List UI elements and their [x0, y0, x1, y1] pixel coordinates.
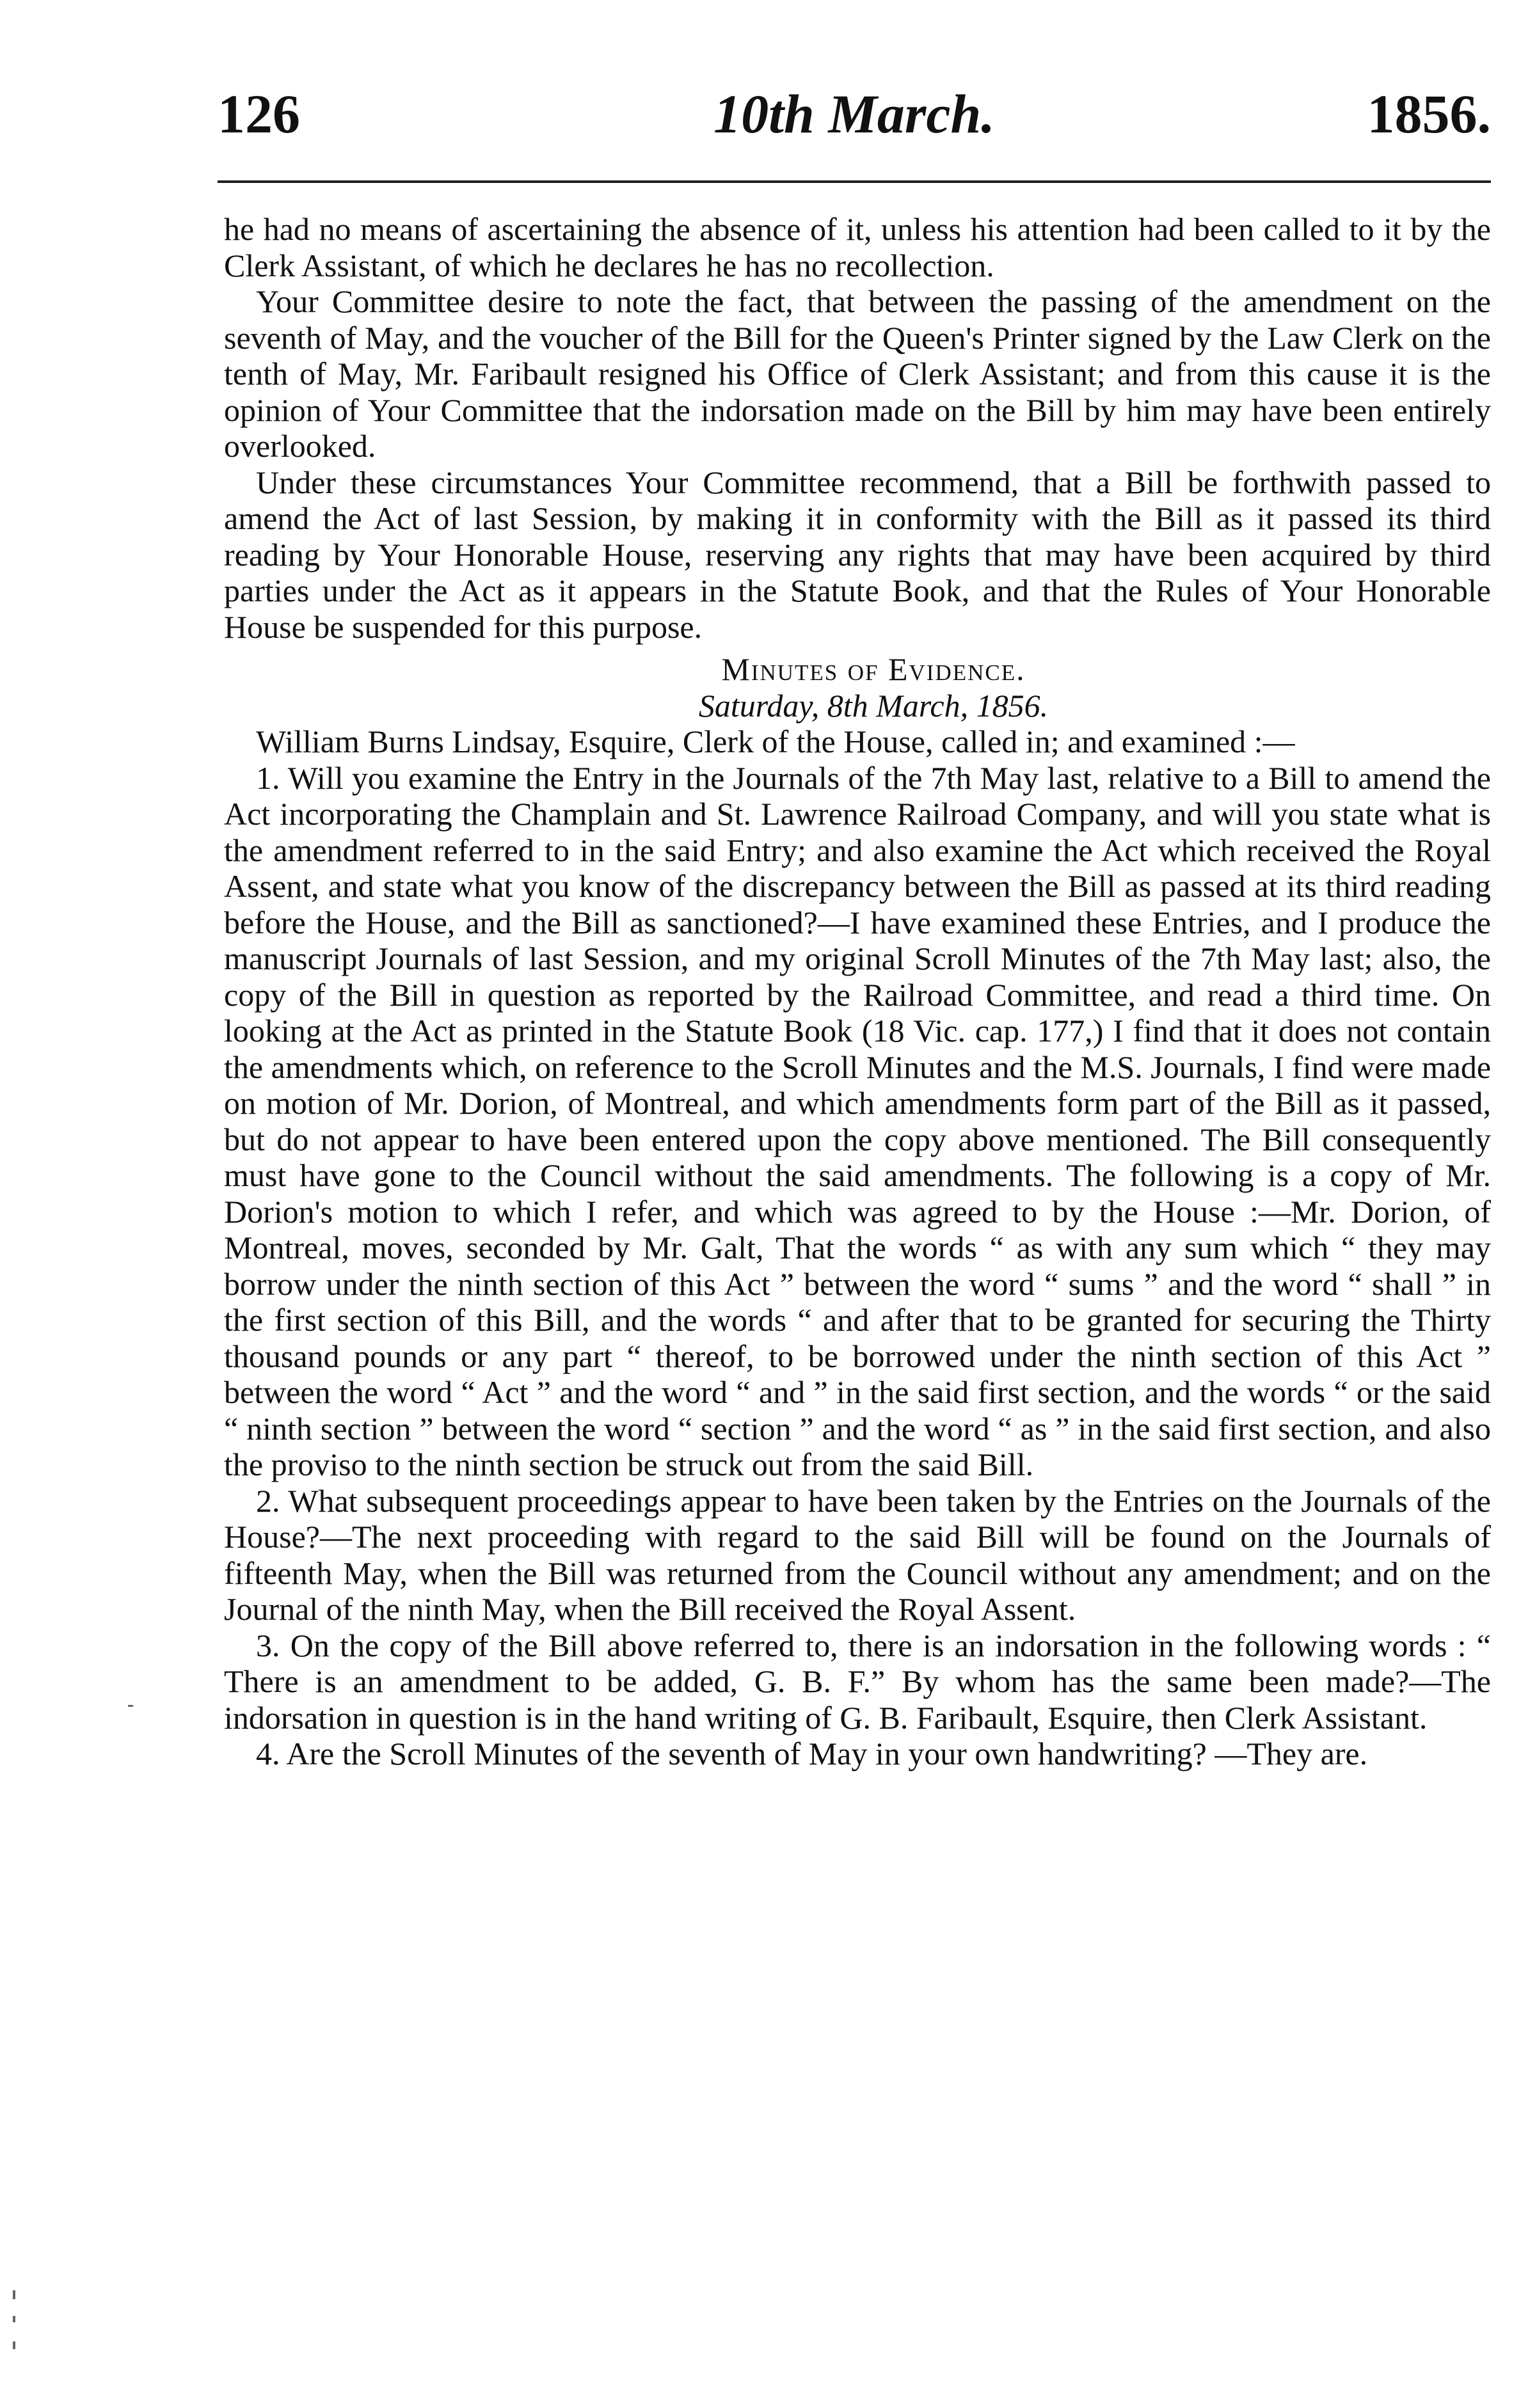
minutes-date: Saturday, 8th March, 1856.	[698, 687, 1049, 724]
header-year: 1856.	[1367, 83, 1491, 145]
page-number: 126	[218, 83, 300, 145]
margin-mark	[13, 2316, 15, 2322]
header-date: 10th March.	[713, 83, 995, 145]
paragraph: Under these circumstances Your Committee recommend, that a Bill be forthwith passed to amend the Act of last Session, by making it in conformity with the Bill as it passed its third reading by Your Honorable House, reserving any rights that may have been acquired by third parties under the Act as it appears in the Statute Book, and that the Rules of Your Honorable House be suspended for this purpose.	[224, 464, 1491, 645]
minutes-heading: Minutes of Evidence.	[721, 651, 1026, 687]
margin-mark	[128, 1705, 133, 1707]
witness-intro: William Burns Lindsay, Esquire, Clerk of the House, called in; and examined :—	[256, 724, 1295, 759]
paragraph: he had no means of ascertaining the absence of it, unless his attention had been called to it by the Clerk Assistant, of which he declares he has no recollection.	[224, 211, 1491, 283]
page-header	[218, 75, 1491, 152]
margin-mark	[13, 2290, 15, 2299]
question-1: 1. Will you examine the Entry in the Journals of the 7th May last, relative to a Bill to amend the Act incorporating the Champlain and St. Lawrence Railroad Company, and will you state what is the amendment referred to in the said Entry; and also examine the Act which received the Royal Assent, and state what you know of the discrepancy between the Bill as passed at its third reading before the House, and the Bill as sanctioned?—I have examined these Entries, and I produce the manuscript Journals of last Session, and my original Scroll Minutes of the 7th May last; also, the copy of the Bill in question as reported by the Railroad Committee, and read a third time. On looking at the Act as printed in the Statute Book (18 Vic. cap. 177,) I find that it does not contain the amendments which, on reference to the Scroll Minutes and the M.S. Journals, I find were made on motion of Mr. Dorion, of Montreal, and which amendments form part of the Bill as it passed, but do not appear to have been entered upon the copy above mentioned. The Bill consequently must have gone to the Council without the said amendments. The following is a copy of Mr. Dorion's motion to which I refer, and which was agreed to by the House :—Mr. Dorion, of Montreal, moves, seconded by Mr. Galt, That the words “ as with any sum which “ they may borrow under the ninth section of this Act ” between the word “ sums ” and the word “ shall ” in the first section of this Bill, and the words “ and after that to be granted for securing the Thirty thousand pounds or any part “ thereof, to be borrowed under the ninth section of this Act ” between the word “ Act ” and the word “ and ” in the said first section, and the words “ or the said “ ninth section ” between the word “ section ” and the word “ as ” in the said first section, and also the proviso to the ninth section be struck out from the said Bill.	[224, 759, 1492, 1482]
paragraph: Your Committee desire to note the fact, that between the passing of the amendment on the seventh of May, and the voucher of the Bill for the Queen's Printer signed by the Law Clerk on the tenth of May, Mr. Faribault resigned his Office of Clerk Assistant; and from this cause it is the opinion of Your Committee that the indorsation made on the Bill by him may have been entirely overlooked.	[224, 283, 1491, 464]
question-3: 3. On the copy of the Bill above referred to, there is an indorsation in the following words : “ There is an amendment to be added, G. B. F.” By whom has the same been made?—The indorsation in question is in the hand writing of G. B. Faribault, Esquire, then Clerk Assistant.	[224, 1627, 1491, 1736]
document-body	[224, 211, 1491, 1772]
question-4: 4. Are the Scroll Minutes of the seventh of May in your own handwriting? —They are.	[256, 1736, 1368, 1771]
header-rule	[218, 180, 1491, 183]
margin-mark	[13, 2341, 15, 2349]
question-2: 2. What subsequent proceedings appear to have been taken by the Entries on the Journals of the House?—The next proceeding with regard to the said Bill will be found on the Journals of fifteenth May, when the Bill was returned from the Council without any amendment; and on the Journal of the ninth May, when the Bill received the Royal Assent.	[224, 1482, 1491, 1627]
